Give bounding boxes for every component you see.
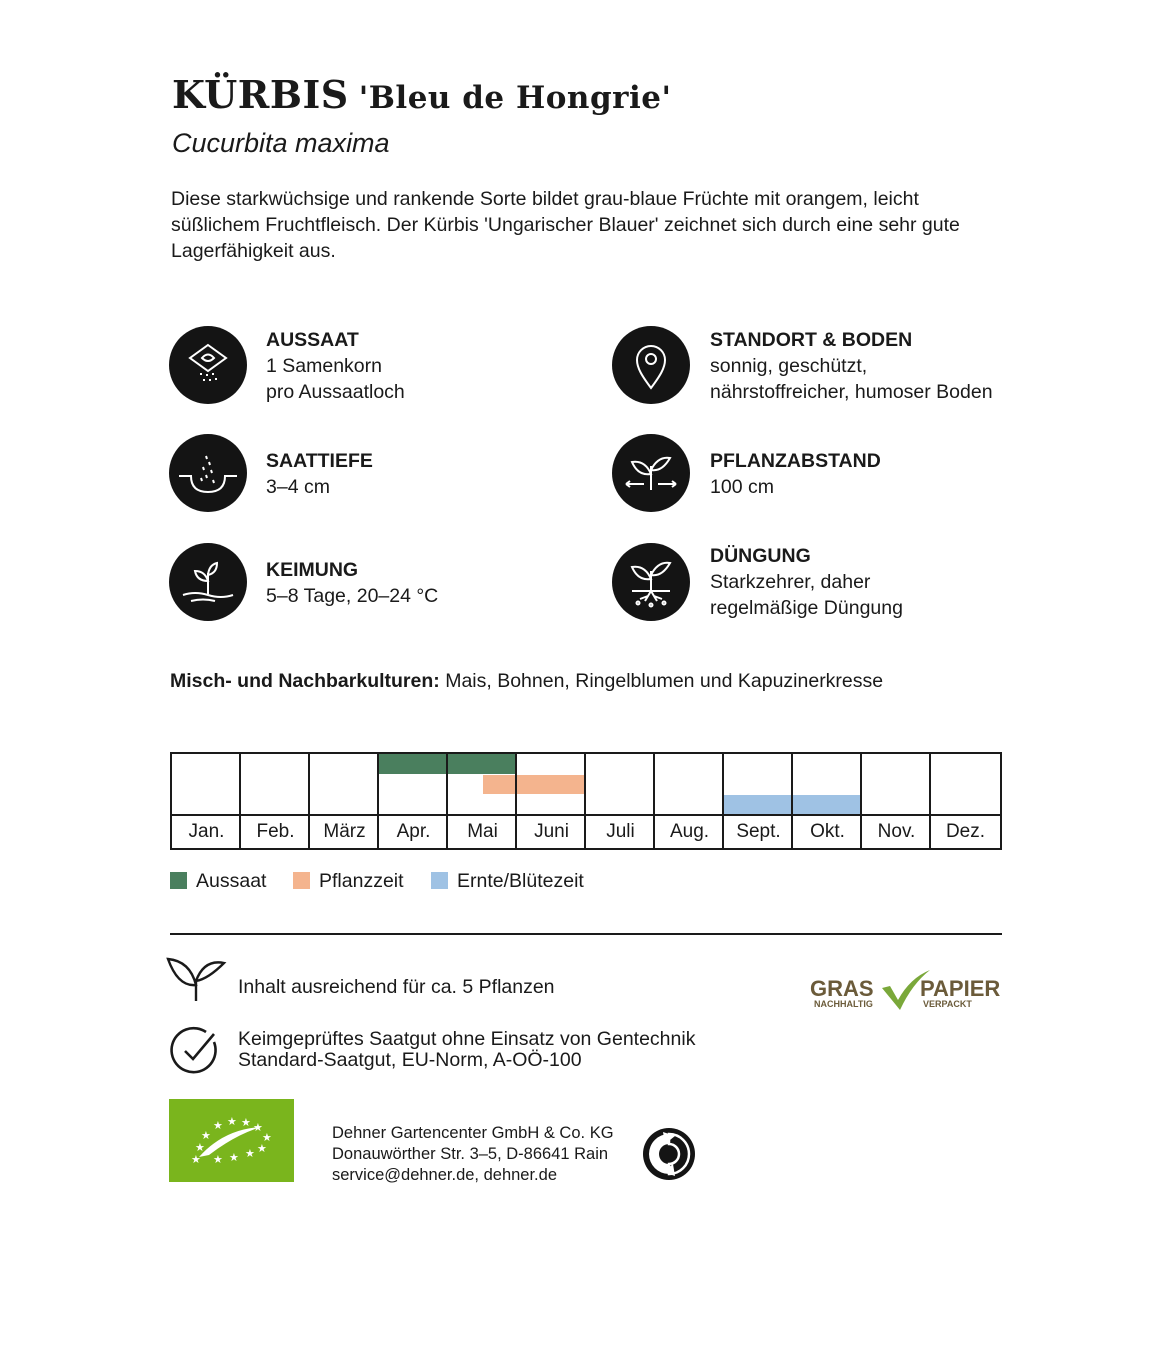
legend-label-ernte: Ernte/Blütezeit xyxy=(457,870,584,892)
calendar-divider xyxy=(172,814,1000,816)
sprout-icon xyxy=(169,543,247,621)
legend-swatch-ernte xyxy=(431,872,448,889)
calendar-month-label: Okt. xyxy=(810,821,845,842)
legend-ernte xyxy=(431,870,584,893)
graspapier-gras: GRAS xyxy=(810,976,874,1001)
svg-text:★: ★ xyxy=(229,1151,239,1164)
green-dot-recycling-icon xyxy=(641,1126,697,1182)
calendar-month-label: Jan. xyxy=(188,821,225,842)
companion-plants xyxy=(170,670,883,693)
graspapier-logo xyxy=(808,968,1004,1012)
company-contact: service@dehner.de, dehner.de xyxy=(332,1166,557,1184)
svg-text:★: ★ xyxy=(241,1116,251,1129)
footer-divider xyxy=(170,933,1002,935)
plant-spacing-icon xyxy=(612,434,690,512)
legend-pflanzzeit xyxy=(293,870,404,893)
aussaat-title: AUSSAAT xyxy=(266,329,359,351)
aussaat-line1: 1 Samenkorn xyxy=(266,355,382,377)
calendar-month-label: Apr. xyxy=(396,821,431,842)
companion-text: Mais, Bohnen, Ringelblumen und Kapuzinerkresse xyxy=(439,670,884,692)
legend-aussaat xyxy=(170,870,266,893)
keimung-line1: 5–8 Tage, 20–24 °C xyxy=(266,585,439,607)
calendar-month-label: Dez. xyxy=(945,821,986,842)
calendar-month-label: Juni xyxy=(534,821,569,842)
check-circle-icon xyxy=(168,1024,222,1078)
duengung-line1: Starkzehrer, daher xyxy=(710,571,871,593)
standort-title: STANDORT & BODEN xyxy=(710,329,913,351)
svg-text:★: ★ xyxy=(191,1153,201,1166)
product-description: Diese starkwüchsige und rankende Sorte bildet grau-blaue Früchte mit orangem, leicht süßlichem Fruchtfleisch. Der Kürbis 'Ungarischer Blauer' zeichnet sich durch eine sehr gute Lagerfähigkeit aus. xyxy=(171,188,960,262)
duengung-title: DÜNGUNG xyxy=(710,545,811,567)
svg-text:★: ★ xyxy=(195,1141,205,1154)
graspapier-papier-sub: VERPACKT xyxy=(923,999,972,1009)
calendar-month-label: März xyxy=(323,821,366,842)
svg-text:★: ★ xyxy=(213,1153,223,1166)
eu-organic-logo xyxy=(169,1099,294,1182)
calendar-month-label: Feb. xyxy=(256,821,295,842)
standort-line1: sonnig, geschützt, xyxy=(710,355,868,377)
aussaat-line2: pro Aussaatloch xyxy=(266,381,405,403)
product-name: KÜRBIS xyxy=(172,72,349,117)
calendar-month-label: Aug. xyxy=(669,821,710,842)
calendar-month-label: Sept. xyxy=(736,821,781,842)
seed-packet-icon xyxy=(169,326,247,404)
content-info: Inhalt ausreichend für ca. 5 Pflanzen xyxy=(238,976,555,998)
calendar-month-label: Nov. xyxy=(877,821,916,842)
svg-text:★: ★ xyxy=(213,1119,223,1132)
keimung-title: KEIMUNG xyxy=(266,559,359,581)
quality-line2: Standard-Saatgut, EU-Norm, A-OÖ-100 xyxy=(238,1049,582,1071)
product-title xyxy=(172,72,671,117)
sowing-calendar xyxy=(170,752,1002,850)
svg-text:★: ★ xyxy=(201,1129,211,1142)
legend-label-pflanzzeit: Pflanzzeit xyxy=(319,870,404,892)
svg-text:★: ★ xyxy=(245,1147,255,1160)
seed-depth-icon xyxy=(169,434,247,512)
saattiefe-line1: 3–4 cm xyxy=(266,476,330,498)
svg-text:★: ★ xyxy=(253,1121,263,1134)
calendar-month-label: Mai xyxy=(467,821,498,842)
quality-line1: Keimgeprüftes Saatgut ohne Einsatz von Gentechnik xyxy=(238,1028,696,1050)
svg-text:★: ★ xyxy=(257,1142,267,1155)
legend-swatch-pflanzzeit xyxy=(293,872,310,889)
leaves-icon xyxy=(164,953,228,1005)
graspapier-papier: PAPIER xyxy=(920,976,1001,1001)
eu-leaf-stars-icon xyxy=(169,1099,294,1182)
svg-text:★: ★ xyxy=(227,1115,237,1128)
fertilizer-plant-icon xyxy=(612,543,690,621)
legend-label-aussaat: Aussaat xyxy=(196,870,267,892)
graspapier-gras-sub: NACHHALTIG xyxy=(814,999,873,1009)
saattiefe-title: SAATTIEFE xyxy=(266,450,373,472)
pflanzabstand-line1: 100 cm xyxy=(710,476,774,498)
companion-label: Misch- und Nachbarkulturen: xyxy=(170,670,440,692)
pflanzabstand-title: PFLANZABSTAND xyxy=(710,450,881,472)
company-address: Donauwörther Str. 3–5, D-86641 Rain xyxy=(332,1145,609,1163)
variety-name: 'Bleu de Hongrie' xyxy=(358,80,672,116)
duengung-line2: regelmäßige Düngung xyxy=(710,597,903,619)
svg-text:★: ★ xyxy=(262,1131,272,1144)
company-name: Dehner Gartencenter GmbH & Co. KG xyxy=(332,1124,614,1142)
legend-swatch-aussaat xyxy=(170,872,187,889)
standort-line2: nährstoffreicher, humoser Boden xyxy=(710,381,993,403)
calendar-month-label: Juli xyxy=(606,821,635,842)
latin-name: Cucurbita maxima xyxy=(172,128,390,158)
location-pin-icon xyxy=(612,326,690,404)
